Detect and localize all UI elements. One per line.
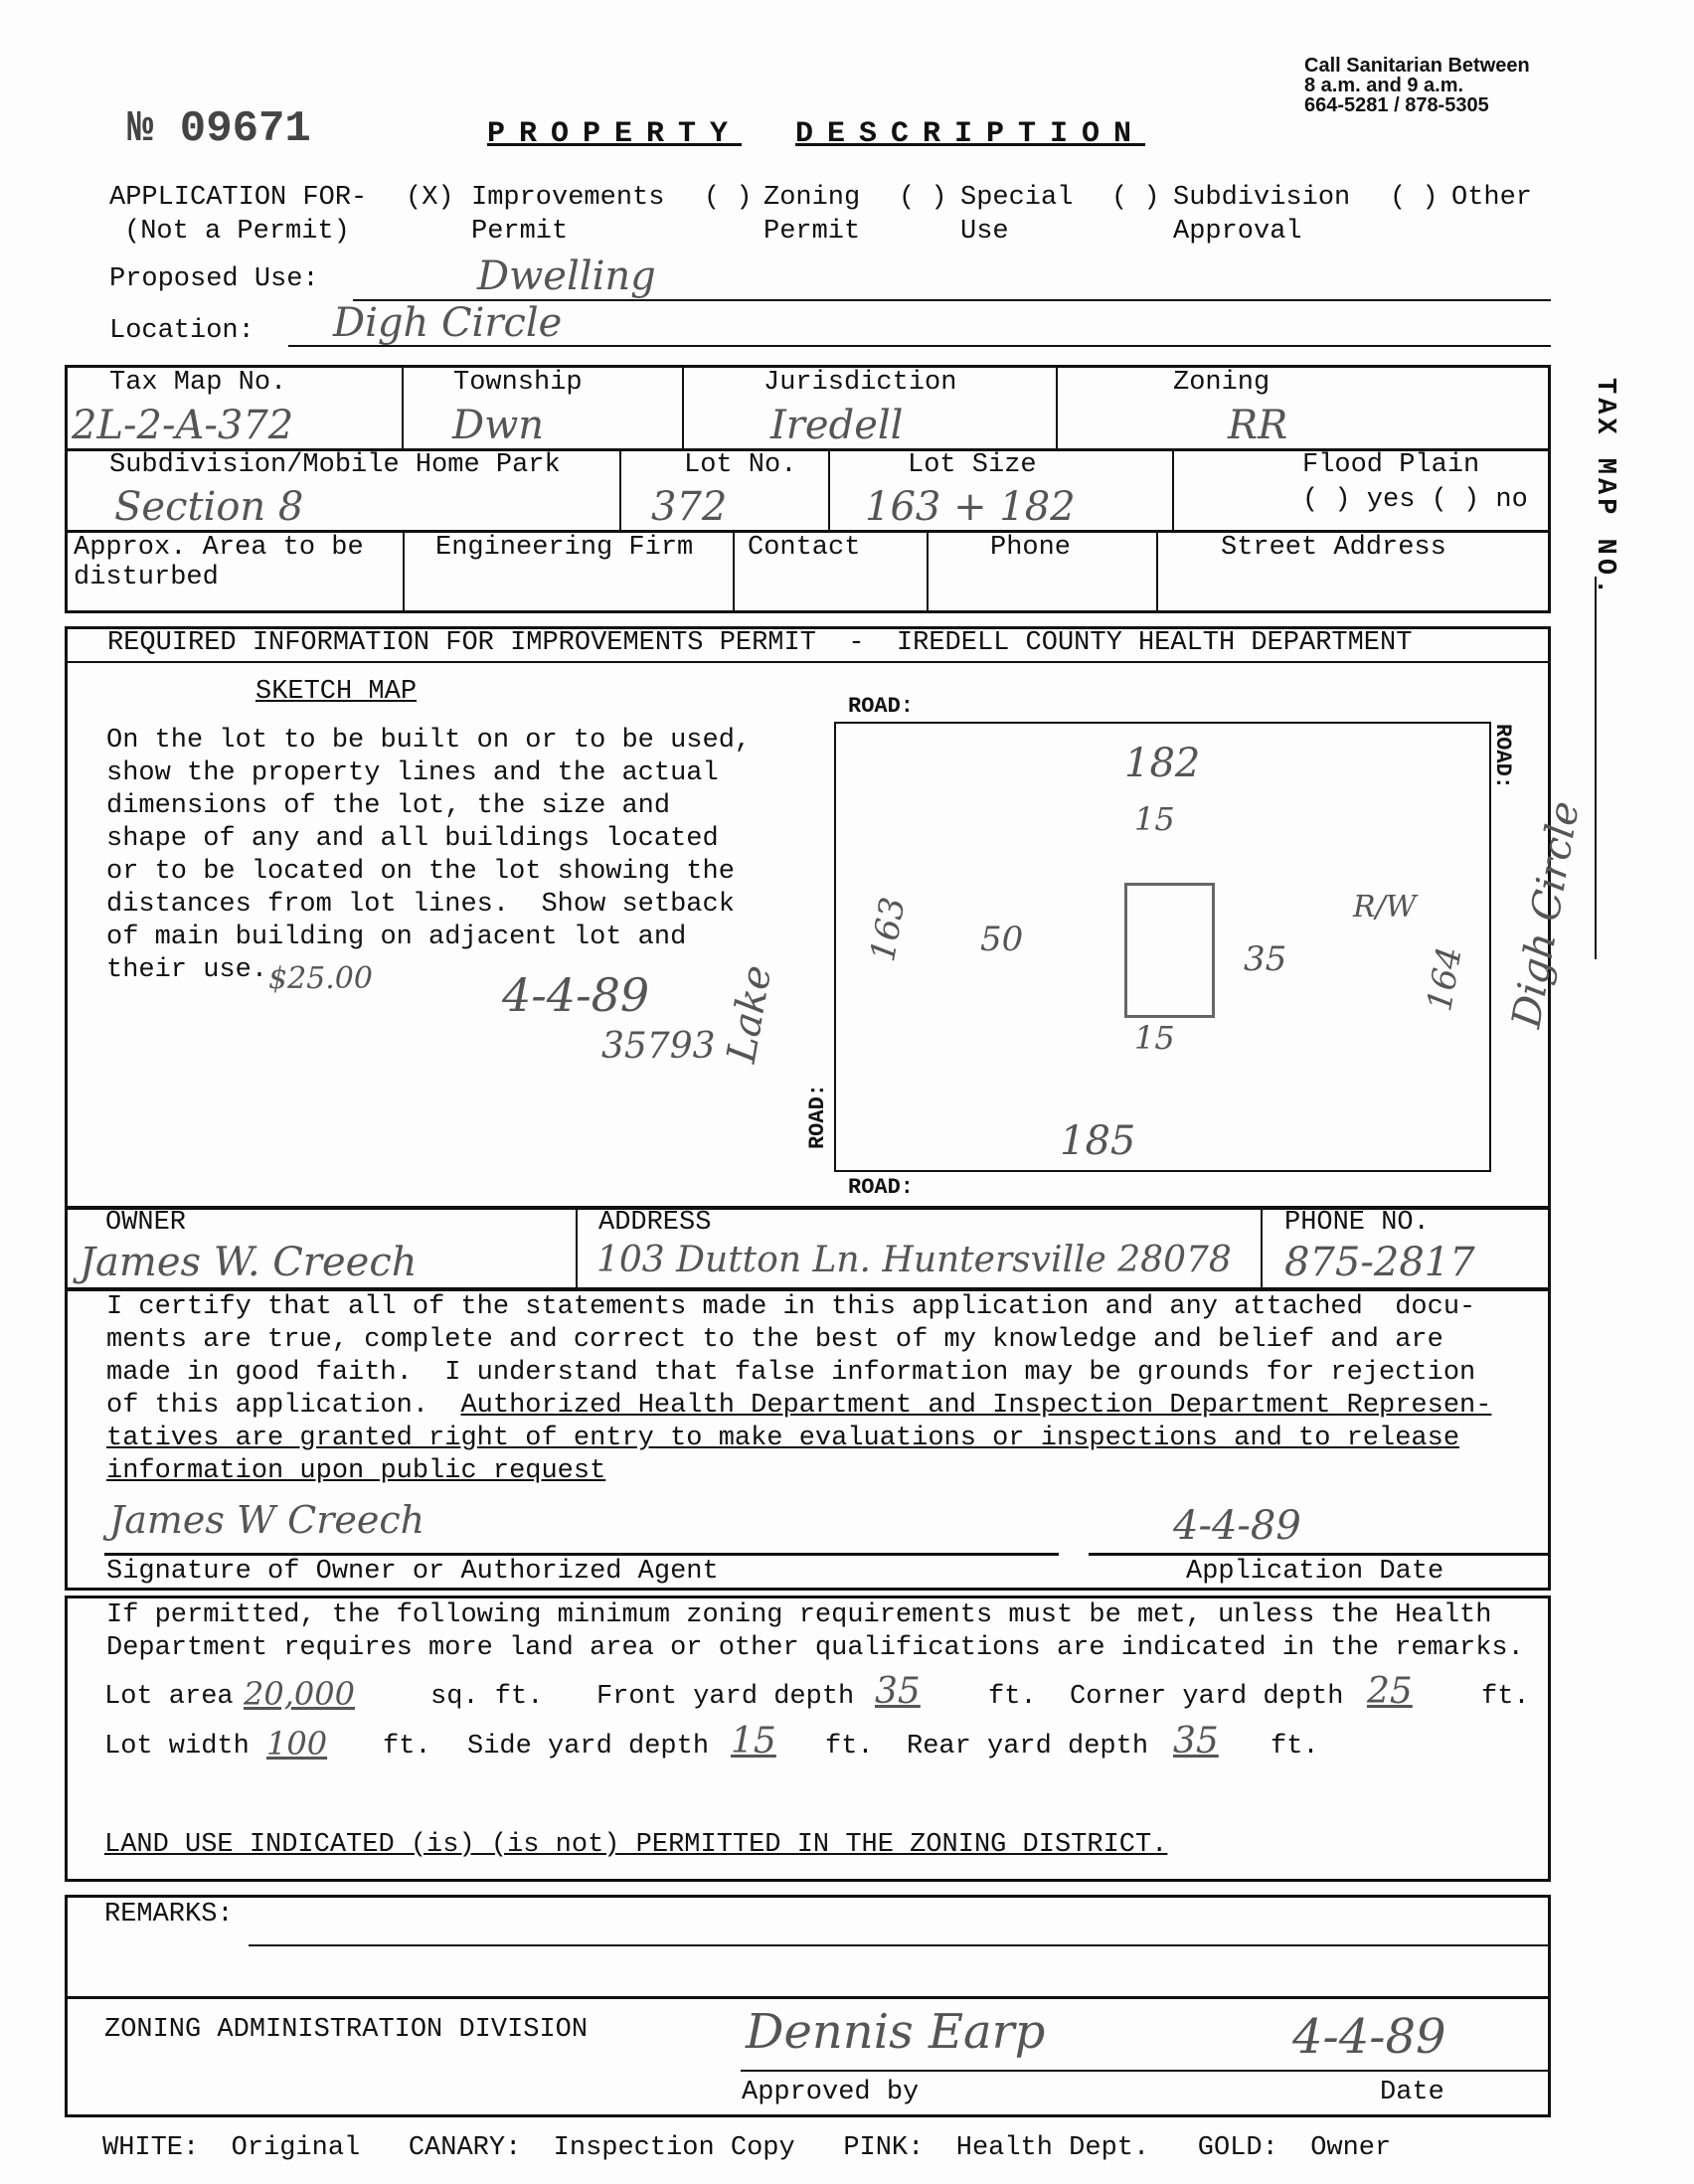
- instruction-line: dimensions of the lot, the size and: [106, 791, 671, 821]
- cert-line: of this application.: [106, 1391, 461, 1421]
- dim-left: 163: [863, 894, 914, 965]
- land-use-statement: LAND USE INDICATED (is) (is not) PERMITTED IN THE ZONING DISTRICT.: [104, 1830, 1168, 1860]
- instruction-line: On the lot to be built on or to be used,: [106, 726, 752, 756]
- sketch-date-note: 4-4-89: [502, 968, 650, 1022]
- zoning-intro: If permitted, the following minimum zoning requirements must be met, unless the Health: [106, 1600, 1492, 1630]
- phone-no-label: PHONE NO.: [1284, 1208, 1430, 1238]
- proposed-use-label: Proposed Use:: [109, 264, 319, 294]
- jurisdiction-field[interactable]: Iredell: [770, 403, 904, 448]
- flood-plain-options[interactable]: ( ) yes ( ) no: [1302, 485, 1528, 515]
- other-checkbox[interactable]: ( ): [1390, 183, 1439, 213]
- rear-yard-label: Rear yard depth: [907, 1732, 1149, 1762]
- subdivision-field[interactable]: Section 8: [114, 484, 304, 530]
- option-label: Zoning: [763, 183, 861, 213]
- proposed-use-field[interactable]: Dwelling: [477, 253, 656, 299]
- dim-left-setback: 50: [980, 920, 1024, 959]
- option-label: Approval: [1173, 217, 1302, 247]
- date-label: Date: [1380, 2078, 1444, 2107]
- cert-underlined: tatives are granted right of entry to make evaluations or inspections and to release: [106, 1424, 1460, 1453]
- engineering-firm-label: Engineering Firm: [435, 533, 694, 563]
- instruction-line: distances from lot lines. Show setback: [106, 890, 735, 920]
- zoning-intro: Department requires more land area or other qualifications are indicated in the remarks.: [106, 1633, 1524, 1663]
- remarks-label: REMARKS:: [104, 1900, 234, 1930]
- dim-right: 164: [1420, 943, 1470, 1015]
- subdivision-label: Subdivision/Mobile Home Park: [109, 450, 561, 480]
- owner-signature[interactable]: James W Creech: [109, 1498, 425, 1542]
- copy-distribution-footer: WHITE: Original CANARY: Inspection Copy PINK: Health Dept. GOLD: Owner: [102, 2133, 1392, 2163]
- road-label-right: ROAD:: [1490, 724, 1515, 790]
- required-header: REQUIRED INFORMATION FOR IMPROVEMENTS PERMIT - IREDELL COUNTY HEALTH DEPARTMENT: [107, 628, 1413, 658]
- unit: ft.: [1270, 1732, 1319, 1762]
- subdivision-checkbox[interactable]: ( ): [1111, 183, 1160, 213]
- lot-width-field[interactable]: 100: [266, 1725, 328, 1763]
- title-description: DESCRIPTION: [795, 117, 1146, 151]
- note-line: 664-5281 / 878-5305: [1304, 94, 1489, 116]
- lot-size-field[interactable]: 163 + 182: [865, 484, 1076, 530]
- dim-right-setback: 35: [1244, 939, 1287, 979]
- call-sanitarian-note: [1304, 56, 1530, 115]
- option-label: Subdivision: [1173, 183, 1351, 213]
- phone-no-field[interactable]: 875-2817: [1284, 1240, 1475, 1285]
- unit: ft.: [988, 1682, 1037, 1712]
- fee-note: $25.00: [268, 961, 373, 996]
- option-label: Permit: [763, 217, 861, 247]
- improvements-checkbox[interactable]: (X): [406, 183, 454, 213]
- road-name-right: Digh Circle: [1503, 797, 1589, 1032]
- dim-bottom: 185: [1060, 1118, 1136, 1164]
- title-property: PROPERTY: [487, 117, 743, 151]
- rear-yard-field[interactable]: 35: [1173, 1721, 1219, 1762]
- unit: sq. ft.: [430, 1682, 544, 1712]
- signature-label: Signature of Owner or Authorized Agent: [106, 1557, 719, 1587]
- lot-no-label: Lot No.: [684, 450, 797, 480]
- zoning-label: Zoning: [1173, 368, 1270, 398]
- township-field[interactable]: Dwn: [452, 403, 545, 448]
- option-label: Other: [1451, 183, 1533, 213]
- note-line: Call Sanitarian Between: [1304, 55, 1530, 77]
- zoning-division-label: ZONING ADMINISTRATION DIVISION: [104, 2015, 589, 2045]
- dim-rear: 15: [1134, 1019, 1175, 1057]
- lot-area-field[interactable]: 20,000: [244, 1675, 355, 1713]
- corner-yard-label: Corner yard depth: [1070, 1682, 1344, 1712]
- form-number: № 09671: [127, 104, 311, 154]
- dim-top: 182: [1124, 741, 1201, 786]
- front-yard-field[interactable]: 35: [875, 1671, 921, 1712]
- lot-size-label: Lot Size: [908, 450, 1037, 480]
- lot-area-label: Lot area: [104, 1682, 234, 1712]
- unit: ft.: [1481, 1682, 1530, 1712]
- tax-map-label: Tax Map No.: [109, 368, 287, 398]
- cert-line: I certify that all of the statements made in this application and any attached docu-: [106, 1292, 1476, 1322]
- receipt-note: 35793: [601, 1026, 716, 1067]
- area-label: Approx. Area to be: [74, 533, 364, 563]
- zoning-checkbox[interactable]: ( ): [704, 183, 753, 213]
- instruction-line: show the property lines and the actual: [106, 758, 719, 788]
- approved-by-signature[interactable]: Dennis Earp: [746, 2004, 1046, 2060]
- address-field[interactable]: 103 Dutton Ln. Huntersville 28078: [596, 1240, 1232, 1280]
- instruction-line: or to be located on the lot showing the: [106, 857, 735, 887]
- sketch-map-title: SKETCH MAP: [255, 677, 418, 707]
- location-label: Location:: [109, 316, 254, 346]
- cert-line: made in good faith. I understand that false information may be grounds for rejection: [106, 1358, 1476, 1388]
- road-label-left: ROAD:: [805, 1084, 830, 1150]
- corner-yard-field[interactable]: 25: [1367, 1671, 1413, 1712]
- right-of-way: R/W: [1353, 890, 1417, 924]
- cert-underlined: information upon public request: [106, 1456, 606, 1486]
- contact-label: Contact: [748, 533, 861, 563]
- location-field[interactable]: Digh Circle: [333, 300, 563, 346]
- option-label: Permit: [471, 217, 569, 247]
- lot-width-label: Lot width: [104, 1732, 250, 1762]
- side-yard-field[interactable]: 15: [731, 1721, 776, 1762]
- road-label-bottom: ROAD:: [848, 1175, 915, 1200]
- option-label: Special: [960, 183, 1074, 213]
- dim-front: 15: [1134, 800, 1175, 838]
- unit: ft.: [825, 1732, 874, 1762]
- township-label: Township: [453, 368, 583, 398]
- application-date-field[interactable]: 4-4-89: [1173, 1503, 1301, 1549]
- flood-plain-label: Flood Plain: [1302, 450, 1480, 480]
- address-label: ADDRESS: [598, 1208, 712, 1238]
- owner-label: OWNER: [105, 1208, 187, 1238]
- area-label: disturbed: [74, 563, 219, 592]
- front-yard-label: Front yard depth: [596, 1682, 855, 1712]
- application-for-label: APPLICATION FOR-: [109, 183, 368, 213]
- instruction-line: their use.: [106, 955, 268, 985]
- cert-underlined: Authorized Health Department and Inspection Department Represen-: [460, 1391, 1492, 1421]
- cert-line: ments are true, complete and correct to the best of my knowledge and belief and are: [106, 1325, 1443, 1355]
- note-line: 8 a.m. and 9 a.m.: [1304, 75, 1464, 96]
- street-address-label: Street Address: [1221, 533, 1446, 563]
- certification-text: [106, 1294, 1491, 1491]
- unit: ft.: [383, 1732, 431, 1762]
- tax-map-side-label: TAX MAP NO.: [1590, 378, 1619, 599]
- option-label: Improvements: [471, 183, 665, 213]
- road-name-left: Lake: [718, 961, 781, 1067]
- sketch-area[interactable]: [834, 722, 1491, 1172]
- jurisdiction-label: Jurisdiction: [763, 368, 957, 398]
- approved-date-field[interactable]: 4-4-89: [1292, 2009, 1446, 2065]
- instruction-line: shape of any and all buildings located: [106, 824, 719, 854]
- building-outline: [1124, 883, 1215, 1018]
- phone-label: Phone: [990, 533, 1072, 563]
- owner-field[interactable]: James W. Creech: [80, 1240, 418, 1285]
- lot-no-field[interactable]: 372: [651, 484, 728, 530]
- special-use-checkbox[interactable]: ( ): [899, 183, 947, 213]
- instruction-line: of main building on adjacent lot and: [106, 923, 687, 952]
- application-date-label: Application Date: [1186, 1557, 1444, 1587]
- not-permit-label: (Not a Permit): [124, 217, 350, 247]
- tax-map-field[interactable]: 2L-2-A-372: [72, 403, 294, 448]
- road-label-top: ROAD:: [848, 694, 915, 719]
- sketch-instructions: [106, 728, 751, 990]
- option-label: Use: [960, 217, 1009, 247]
- approved-by-label: Approved by: [742, 2078, 920, 2107]
- side-yard-label: Side yard depth: [467, 1732, 710, 1762]
- zoning-field[interactable]: RR: [1228, 403, 1288, 448]
